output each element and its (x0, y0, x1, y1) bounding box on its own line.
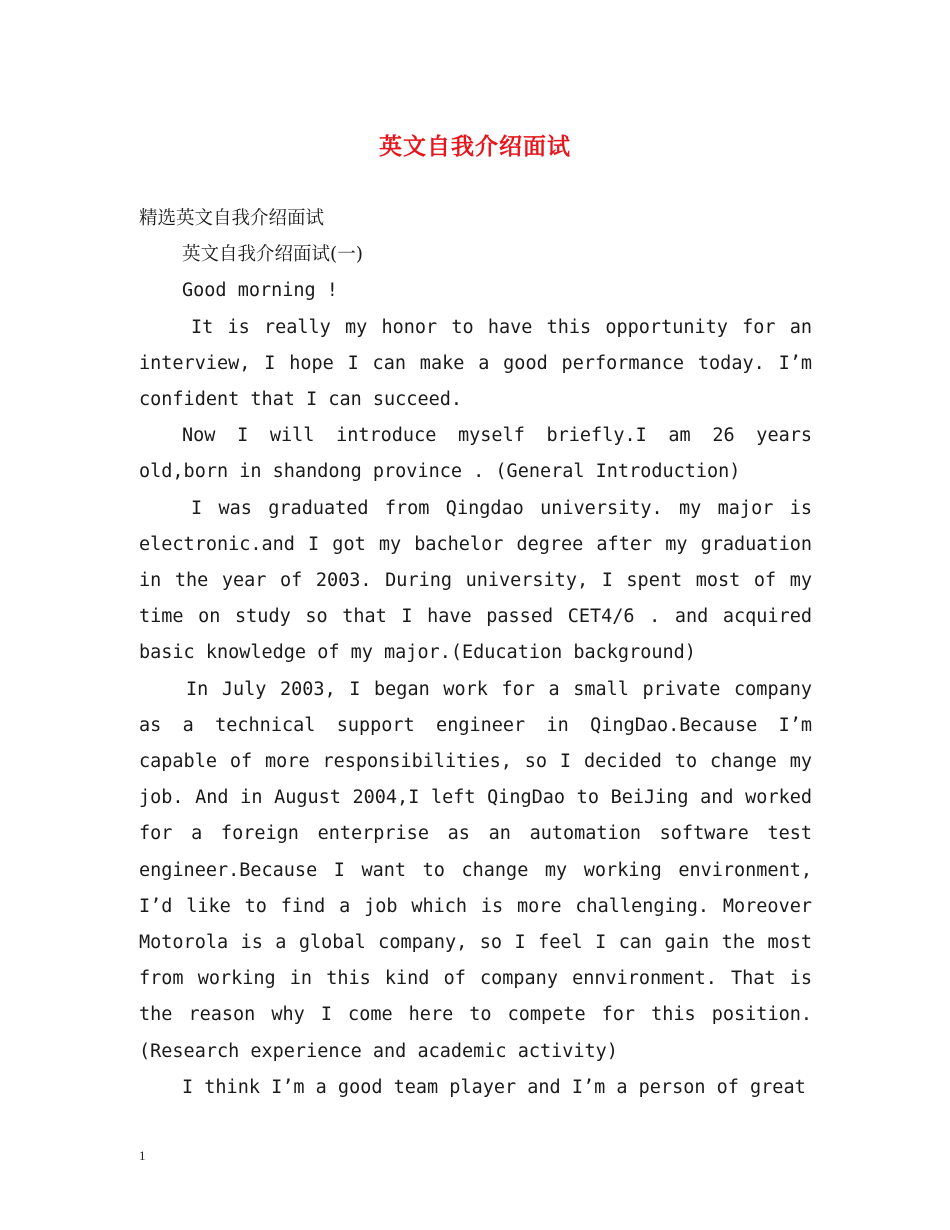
paragraph-greeting: Good morning ! (182, 280, 338, 302)
page-number: 1 (139, 1148, 146, 1163)
section-subheading: 英文自我介绍面试(一) (182, 244, 363, 266)
paragraph-general-introduction: Now I will introduce myself briefly.I am 26 years old,born in shandong province . (General Introduction) (139, 425, 812, 483)
section-heading: 精选英文自我介绍面试 (139, 208, 325, 229)
document-body (139, 201, 812, 1106)
document-title: 英文自我介绍面试 (379, 133, 571, 160)
paragraph-experience: In July 2003, I began work for a small private company as a technical support engineer in QingDao.Because I’m capable of more responsibilities, so I decided to change my job. And in August 2004,I left QingDao to BeiJing and worked for a foreign enterprise as an automation software test engineer.Because I want to change my working environment, I’d like to find a job which is more challenging. Moreover Motorola is a global company, so I feel I can gain the most from working in this kind of company ennvironment. That is the reason why I come here to compete for this position. (Research experience and academic activity) (139, 678, 812, 1062)
paragraph-education: I was graduated from Qingdao university. my major is electronic.and I got my bachelor degree after my graduation in the year of 2003. During university, I spent most of my time on study so that I have passed CET4/6 . and acquired basic knowledge of my major.(Education background) (139, 497, 812, 664)
paragraph-opening: It is really my honor to have this opportunity for an interview, I hope I can make a good performance today. I’m confident that I can succeed. (139, 316, 812, 411)
paragraph-teamwork: I think I’m a good team player and I’m a person of great (182, 1076, 806, 1098)
